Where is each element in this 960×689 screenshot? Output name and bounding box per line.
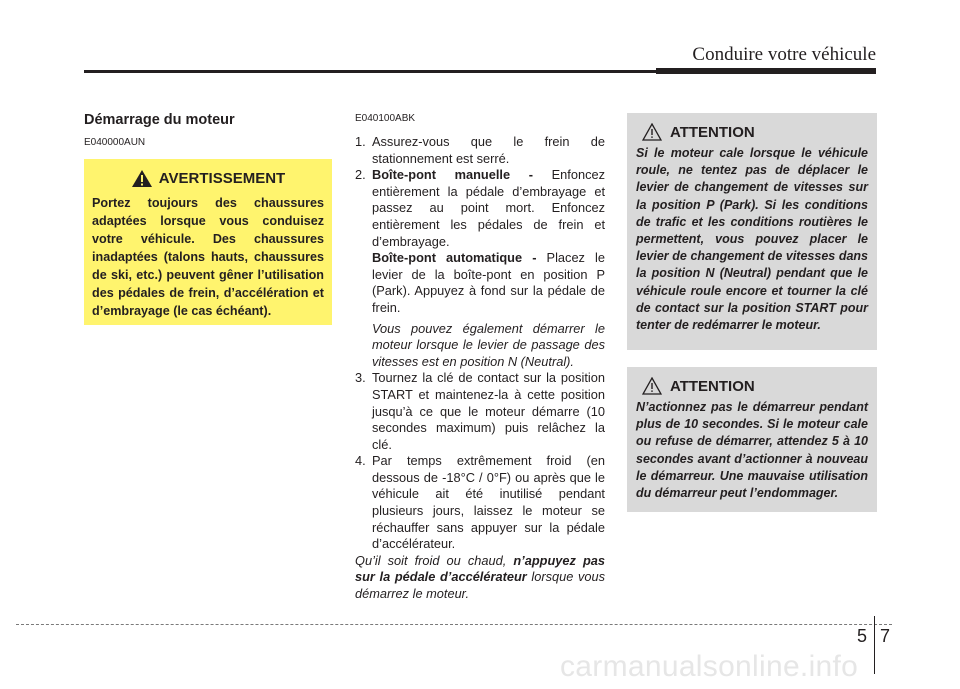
header-rule-accent [656, 68, 876, 74]
attention-box-starter [627, 367, 877, 512]
step-4 [355, 453, 605, 553]
step-text: Tournez la clé de contact sur la position START et maintenez-la à cette position jusqu’à ce que le moteur démarre (10 secondes maximum) puis relâchez la clé. [372, 370, 605, 452]
attention-text: N’actionnez pas le démarreur pendant plus de 10 secondes. Si le moteur cale ou refuse de démarrer, attendez 5 à 10 secondes avant d’actionner à nouveau le démarreur. Une mauvaise utilisation du démarreur peut l’endommager. [636, 400, 868, 501]
section-title: Démarrage du moteur [84, 112, 235, 128]
step-number: 2. [355, 167, 366, 183]
step-label: Boîte-pont manuelle - [372, 167, 533, 183]
step-number: 3. [355, 370, 366, 386]
attention-text: Si le moteur cale lorsque le véhicule roule, ne tentez pas de déplacer le levier de changement de vitesses sur la position P (Park). Si les conditions de trafic et les conditions routières le permettent, vous pouvez placer le levier de changement de vitesses dans la position N (Neutral) pendant que le véhicule roule encore et tourner la clé de contact sur la position START pour tenter de redémarrer le moteur. [636, 146, 868, 333]
watermark: carmanualsonline.info [560, 650, 859, 683]
closing-note-part: Qu’il soit froid ou chaud, [355, 552, 514, 568]
step-1 [355, 134, 605, 167]
caution-triangle-icon [642, 123, 662, 141]
step-text: Par temps extrêmement froid (en dessous de -18°C / 0°F) ou après que le véhicule ait été inutilisé pendant plusieurs jours, laissez le moteur se réchauffer sans appuyer sur la pédale d’accélérateur. [372, 453, 605, 552]
attention-heading [642, 377, 868, 395]
instructions-code: E040100ABK [355, 113, 416, 124]
step-label: Boîte-pont automatique - [372, 250, 537, 266]
attention-heading-text: ATTENTION [670, 377, 755, 395]
step-text: Placez le levier de la boîte-pont en position P (Park). Appuyez à fond sur la pédale de frein. [372, 250, 605, 315]
section-code: E040000AUN [84, 137, 146, 148]
warning-heading-text: AVERTISSEMENT [158, 170, 286, 187]
step-number: 4. [355, 453, 366, 469]
step-2-automatic [355, 250, 605, 316]
chapter-title: Conduire votre véhicule [692, 44, 876, 65]
chapter-number: 5 [857, 626, 868, 646]
page-number-separator [874, 616, 875, 674]
attention-heading-text: ATTENTION [670, 123, 755, 141]
warning-text: Portez toujours des chaussures adaptées lorsque vous conduisez votre véhicule. Des chaussures inadaptées (talons hauts, chaussures de ski, etc.) peuvent gêner l’utilisation des pédales de frein, d’accélération et d’embrayage (le cas échéant). [92, 196, 324, 318]
footer-rule [16, 624, 892, 625]
step-text: Assurez-vous que le frein de stationnement est serré. [372, 134, 605, 166]
closing-note-part: lorsque vous démarrez le moteur. [355, 569, 605, 602]
step-number: 1. [355, 134, 366, 149]
attention-heading [642, 123, 868, 141]
start-instructions [355, 134, 605, 603]
page-number: 7 [880, 626, 891, 646]
step-3 [355, 370, 605, 453]
warning-heading [92, 169, 324, 188]
step-text: Enfoncez entièrement la pédale d’embrayage et passez au point mort. Enfoncez entièrement les pédales de frein et d’embrayage. [372, 167, 605, 249]
closing-note-emphasis: n’appuyez pas sur la pédale d’accélérateur [355, 552, 606, 585]
closing-note [355, 553, 605, 603]
attention-box-stall [627, 113, 877, 350]
warning-triangle-icon [131, 169, 153, 188]
warning-box [84, 159, 332, 325]
caution-triangle-icon [642, 377, 662, 395]
step-2 [355, 167, 605, 250]
step-2-note: Vous pouvez également démarrer le moteur lorsque le levier de passage des vitesses est en position N (Neutral). [372, 320, 605, 369]
